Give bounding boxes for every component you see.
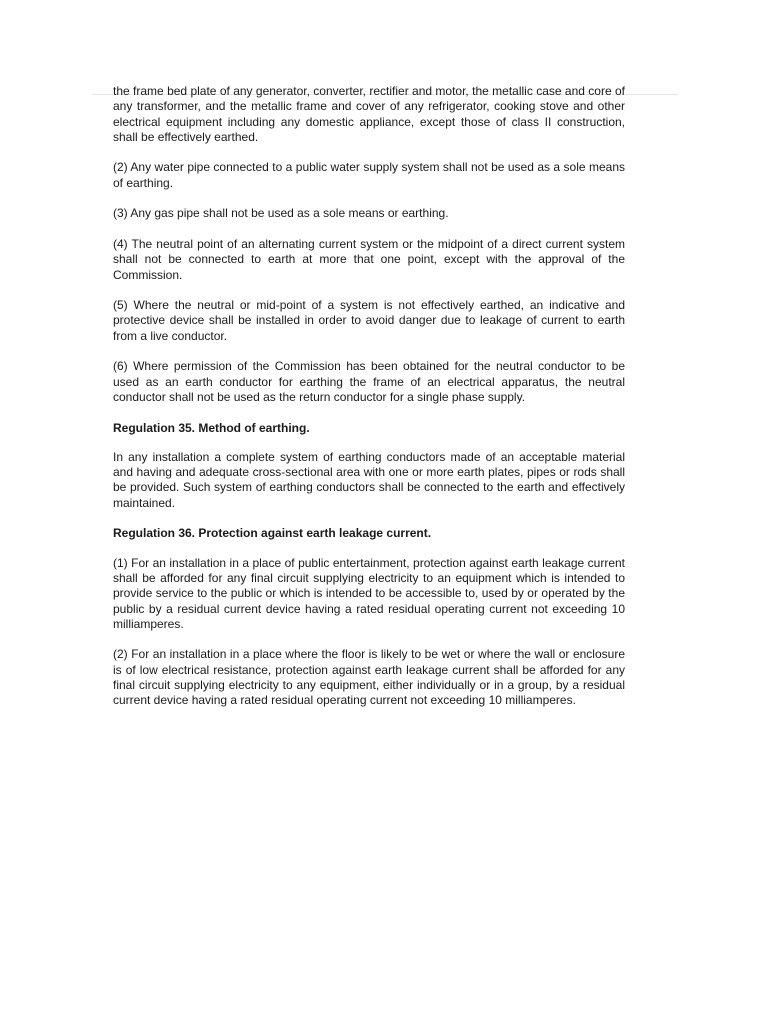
regulation-36-heading: Regulation 36. Protection against earth leakage current. (113, 526, 432, 541)
document-body (113, 84, 625, 724)
regulation-36-paragraph-1: (1) For an installation in a place of public entertainment, protection against earth leakage current shall be afforded for any final circuit supplying electricity to an equipment which is intended to provide service to the public or which is intended to be accessible to, used by or operated by the public by a residual current device having a rated residual operating current not exceeding 10 milliamperes. (113, 555, 625, 631)
regulation-35-heading: Regulation 35. Method of earthing. (113, 420, 310, 435)
paragraph-gas-pipe: (3) Any gas pipe shall not be used as a sole means or earthing. (113, 206, 449, 221)
regulation-36-paragraph-2: (2) For an installation in a place where the floor is likely to be wet or where the wall or enclosure is of low electrical resistance, protection against earth leakage current shall be afforded for any final circuit supplying electricity to any equipment, either individually or in a group, by a residual current device having a rated residual operating current not exceeding 10 milliamperes. (113, 647, 625, 708)
regulation-35-paragraph: In any installation a complete system of earthing conductors made of an acceptable material and having and adequate cross-sectional area with one or more earth plates, pipes or rods shall be provided. Such system of earthing conductors shall be connected to the earth and effectively maintained. (113, 449, 625, 510)
paragraph-neutral-point: (4) The neutral point of an alternating current system or the midpoint of a direct current system shall not be connected to earth at more that one point, except with the approval of the Commission. (113, 236, 625, 282)
paragraph-water-pipe: (2) Any water pipe connected to a public water supply system shall not be used as a sole means of earthing. (113, 160, 625, 190)
paragraph-continued-earthing: the frame bed plate of any generator, converter, rectifier and motor, the metallic case and core of any transformer, and the metallic frame and cover of any refrigerator, cooking stove and other electrical equipment including any domestic appliance, except those of class II construction, shall be effectively earthed. (113, 84, 625, 144)
paragraph-neutral-conductor: (6) Where permission of the Commission has been obtained for the neutral conductor to be used as an earth conductor for earthing the frame of an electrical apparatus, the neutral conductor shall not be used as the return conductor for a single phase supply. (113, 359, 625, 404)
paragraph-protective-device: (5) Where the neutral or mid-point of a system is not effectively earthed, an indicative and protective device shall be installed in order to avoid danger due to leakage of current to earth from a live conductor. (113, 298, 625, 343)
